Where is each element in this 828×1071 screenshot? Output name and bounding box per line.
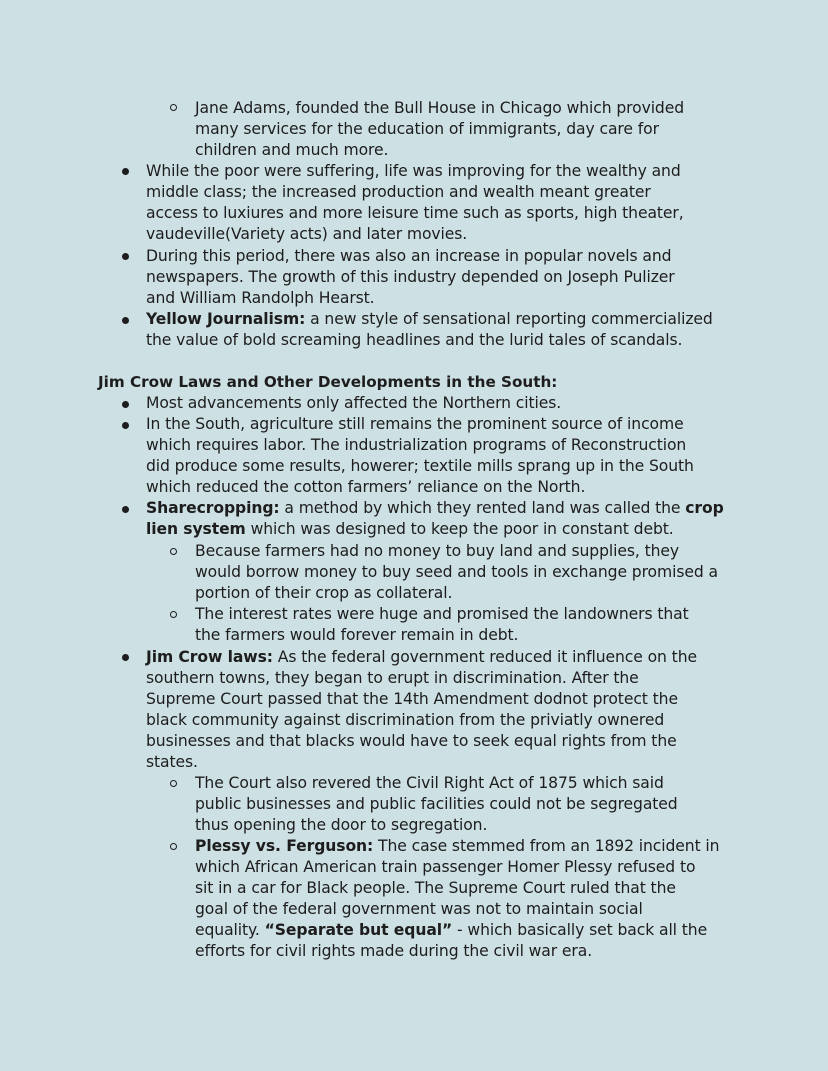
text-line: children and much more. <box>195 141 389 159</box>
bold-term: lien system <box>146 520 246 538</box>
term-definition: As the federal government reduced it influence on the <box>272 648 697 666</box>
text-line: The interest rates were huge and promised the landowners that <box>195 605 689 623</box>
text-line: the farmers would forever remain in debt. <box>195 626 519 644</box>
text-line: vaudeville(Variety acts) and later movies. <box>146 225 468 243</box>
text-line: access to luxiures and more leisure time such as sports, high theater, <box>146 204 684 222</box>
sub-bullet-marker <box>170 548 177 555</box>
text-line: black community against discrimination from the priviatly ownered <box>146 711 665 729</box>
text-line: which requires labor. The industrialization programs of Reconstruction <box>146 436 687 454</box>
text-line: goal of the federal government was not to maintain social <box>195 900 643 918</box>
text-line: would borrow money to buy seed and tools in exchange promised a <box>195 563 718 581</box>
sub-bullet-marker <box>170 843 177 850</box>
text-fragment: equality. <box>195 921 265 939</box>
text-line: states. <box>146 753 198 771</box>
text-line: and William Randolph Hearst. <box>146 289 375 307</box>
text-line: which African American train passenger Homer Plessy refused to <box>195 858 696 876</box>
section-heading: Jim Crow Laws and Other Developments in the South: <box>98 373 558 391</box>
term-definition: a method by which they rented land was called the <box>279 499 686 517</box>
text-fragment: - which basically set back all the <box>452 921 708 939</box>
text-line: businesses and that blacks would have to seek equal rights from the <box>146 732 677 750</box>
sub-bullet-marker <box>170 780 177 787</box>
text-line: Because farmers had no money to buy land and supplies, they <box>195 542 680 560</box>
term-definition: The case stemmed from an 1892 incident in <box>373 837 720 855</box>
text-line: newspapers. The growth of this industry depended on Joseph Pulizer <box>146 268 675 286</box>
text-line: sit in a car for Black people. The Supreme Court ruled that the <box>195 879 676 897</box>
bullet-marker <box>122 422 129 429</box>
term-definition: which was designed to keep the poor in constant debt. <box>245 520 674 538</box>
quote-phrase: “Separate but equal” <box>264 921 453 939</box>
bullet-marker <box>122 317 129 324</box>
bullet-marker <box>122 253 129 260</box>
bullet-marker <box>122 506 129 513</box>
text-line: which reduced the cotton farmers’ reliance on the North. <box>146 478 586 496</box>
bold-term: Yellow Journalism: <box>146 310 306 328</box>
text-line <box>195 920 707 941</box>
text-line: public businesses and public facilities could not be segregated <box>195 795 678 813</box>
text-line: The Court also revered the Civil Right Act of 1875 which said <box>195 774 664 792</box>
text-line: While the poor were suffering, life was improving for the wealthy and <box>146 162 681 180</box>
text-line <box>146 519 674 540</box>
text-line <box>146 309 713 330</box>
text-line: the value of bold screaming headlines and the lurid tales of scandals. <box>146 331 683 349</box>
text-line: thus opening the door to segregation. <box>195 816 488 834</box>
bold-term: crop <box>685 499 724 517</box>
text-line: During this period, there was also an increase in popular novels and <box>146 247 672 265</box>
text-line <box>146 498 724 519</box>
sub-bullet-marker <box>170 611 177 618</box>
text-line: In the South, agriculture still remains the prominent source of income <box>146 415 684 433</box>
bold-term: Jim Crow laws: <box>146 648 273 666</box>
term-definition: a new style of sensational reporting commercialized <box>305 310 713 328</box>
text-line: did produce some results, howerer; textile mills sprang up in the South <box>146 457 694 475</box>
text-line: portion of their crop as collateral. <box>195 584 453 602</box>
text-line: Jane Adams, founded the Bull House in Chicago which provided <box>195 99 685 117</box>
bullet-marker <box>122 168 129 175</box>
text-line: Supreme Court passed that the 14th Amendment dodnot protect the <box>146 690 678 708</box>
text-line: southern towns, they began to erupt in discrimination. After the <box>146 669 639 687</box>
text-line <box>146 647 697 668</box>
bold-term: Sharecropping: <box>146 499 280 517</box>
text-line: efforts for civil rights made during the civil war era. <box>195 942 593 960</box>
text-line: middle class; the increased production and wealth meant greater <box>146 183 651 201</box>
text-line: many services for the education of immigrants, day care for <box>195 120 659 138</box>
text-line: Most advancements only affected the Northern cities. <box>146 394 562 412</box>
bullet-marker <box>122 654 129 661</box>
bullet-marker <box>122 401 129 408</box>
sub-bullet-marker <box>170 104 177 111</box>
text-line <box>195 836 719 857</box>
bold-term: Plessy vs. Ferguson: <box>195 837 374 855</box>
